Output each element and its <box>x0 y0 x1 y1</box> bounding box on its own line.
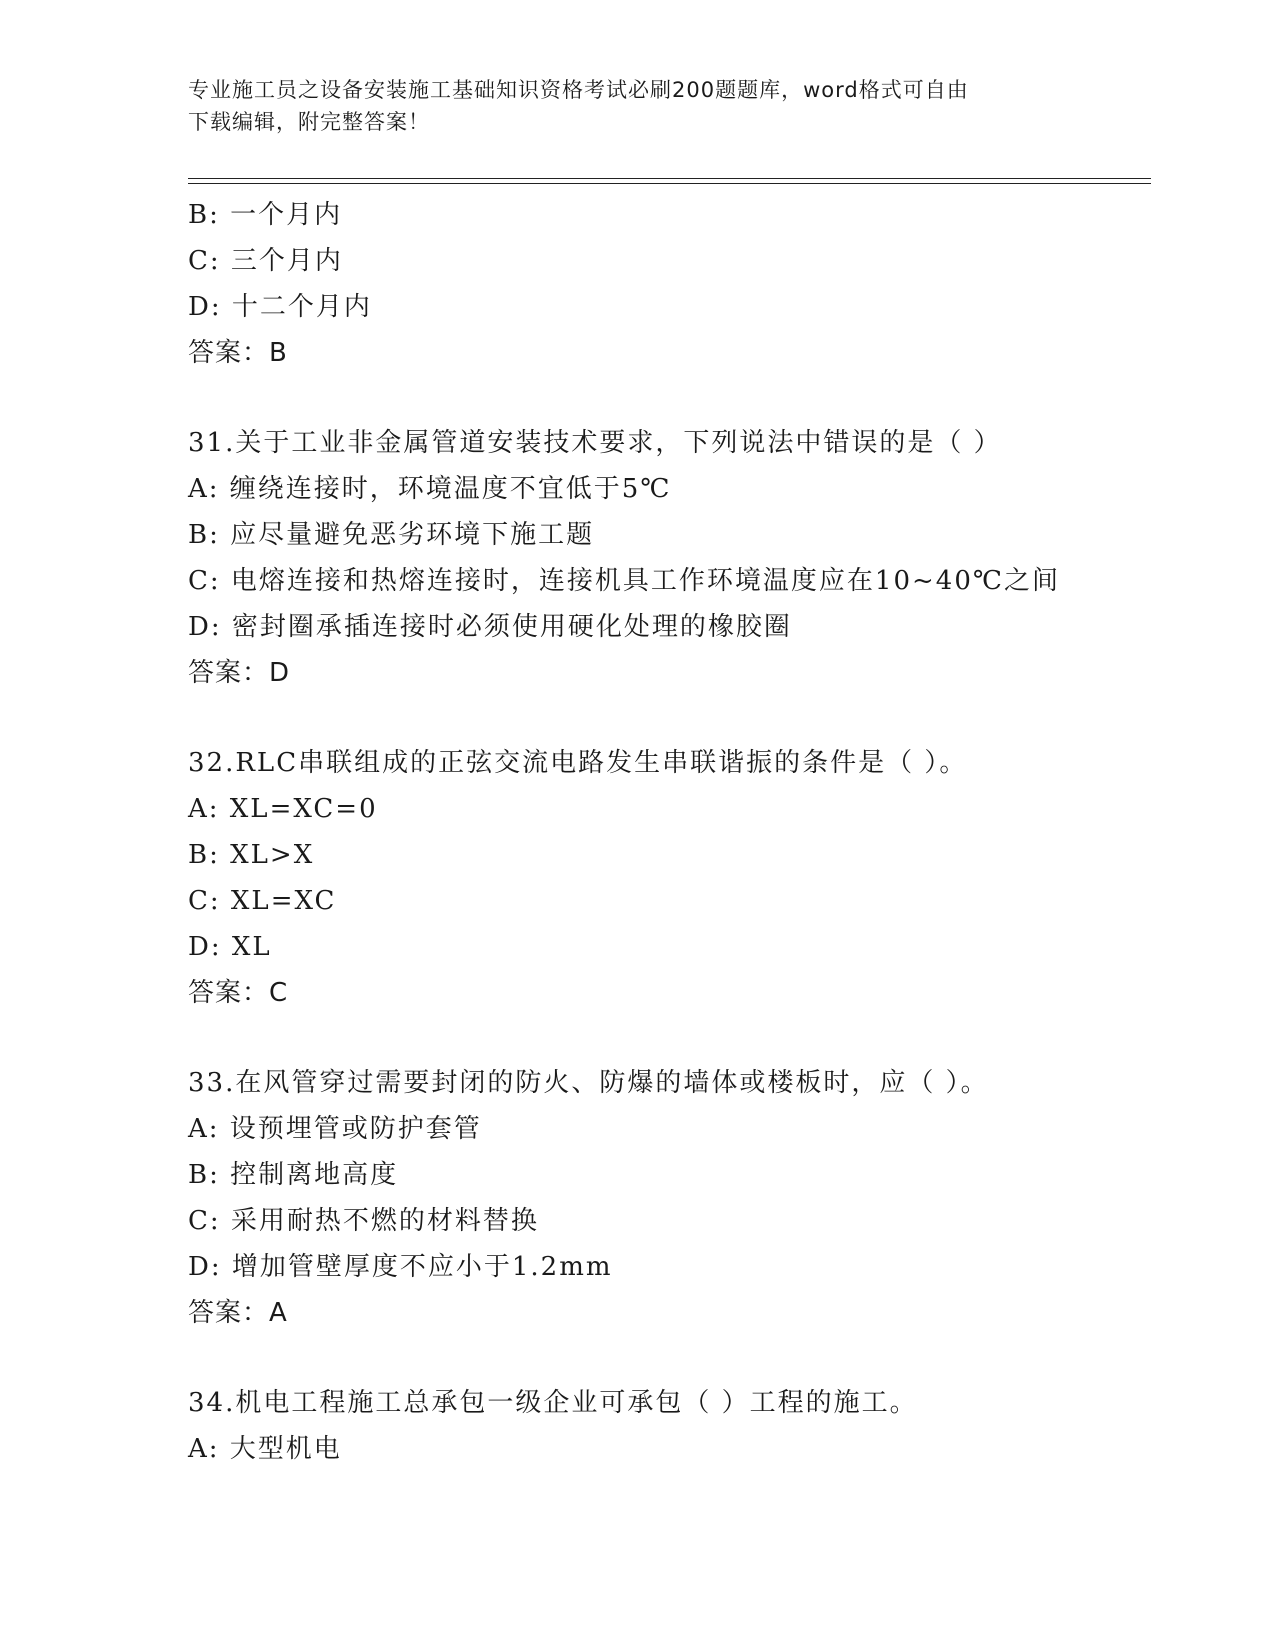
option-c: C: XL=XC <box>188 886 337 916</box>
answer-line: 答案：A <box>188 1298 288 1328</box>
option-b: B: 应尽量避免恶劣环境下施工题 <box>188 520 595 550</box>
option-b: B: 控制离地高度 <box>188 1160 399 1190</box>
question-stem: 34.机电工程施工总承包一级企业可承包（ ）工程的施工。 <box>188 1388 918 1418</box>
answer-line: 答案：D <box>188 658 291 688</box>
option-d: D: XL <box>188 932 272 962</box>
option-b: B: 一个月内 <box>188 200 343 230</box>
option-c: C: 电熔连接和热熔连接时，连接机具工作环境温度应在10~40℃之间 <box>188 566 1060 596</box>
option-a: A: 缠绕连接时，环境温度不宜低于5℃ <box>188 474 672 504</box>
question-stem: 33.在风管穿过需要封闭的防火、防爆的墙体或楼板时，应（ ）。 <box>188 1068 989 1098</box>
option-a: A: XL=XC=0 <box>188 794 378 824</box>
option-d: D: 十二个月内 <box>188 292 372 322</box>
option-b: B: XL>X <box>188 840 315 870</box>
question-list <box>188 192 1158 1472</box>
question-block-33 <box>188 1060 1158 1336</box>
question-block-32 <box>188 740 1158 1016</box>
question-stem: 31.关于工业非金属管道安装技术要求，下列说法中错误的是（ ） <box>188 428 1002 458</box>
option-a: A: 设预埋管或防护套管 <box>188 1114 482 1144</box>
header-divider-top <box>188 178 1151 179</box>
question-stem: 32.RLC串联组成的正弦交流电路发生串联谐振的条件是（ ）。 <box>188 748 968 778</box>
question-block-34 <box>188 1380 1158 1472</box>
header-divider-bottom <box>188 183 1151 184</box>
header-line-1: 专业施工员之设备安装施工基础知识资格考试必刷200题题库，word格式可自由 <box>188 78 969 102</box>
option-d: D: 密封圈承插连接时必须使用硬化处理的橡胶圈 <box>188 612 792 642</box>
question-block-previous <box>188 192 1158 376</box>
answer-line: 答案：C <box>188 978 289 1008</box>
option-d: D: 增加管壁厚度不应小于1.2mm <box>188 1252 613 1282</box>
header-line-2: 下载编辑，附完整答案！ <box>188 110 430 134</box>
option-a: A: 大型机电 <box>188 1434 342 1464</box>
option-c: C: 三个月内 <box>188 246 343 276</box>
document-header <box>188 74 1088 138</box>
option-c: C: 采用耐热不燃的材料替换 <box>188 1206 539 1236</box>
question-block-31 <box>188 420 1158 696</box>
answer-line: 答案：B <box>188 338 288 368</box>
